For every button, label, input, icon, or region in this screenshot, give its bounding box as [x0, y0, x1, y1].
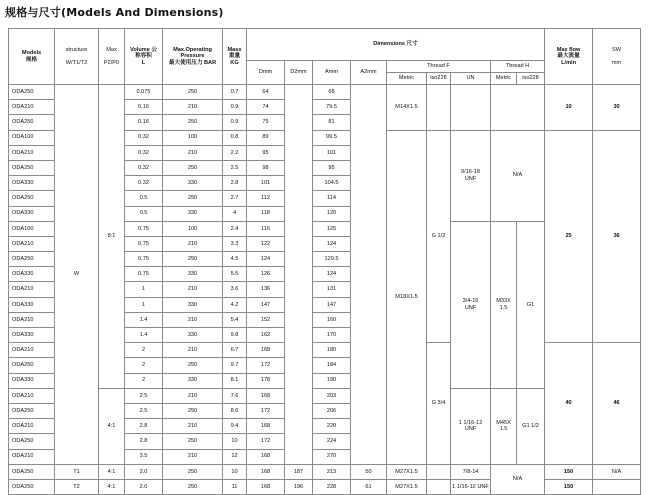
dmm-cell: 116 — [247, 221, 285, 236]
header-d2mm: D2mm — [285, 61, 313, 85]
volume-cell: 0.16 — [125, 115, 163, 130]
dmm-cell: 126 — [247, 267, 285, 282]
thread-f-metric-cell: M18X1.5 — [387, 130, 427, 464]
pressure-cell: 250 — [163, 434, 223, 449]
dmm-cell: 136 — [247, 282, 285, 297]
header-max-ratio: Max P2/P0 — [99, 29, 125, 85]
thread-h-cell: N/A — [491, 130, 545, 221]
volume-cell: 0.075 — [125, 85, 163, 100]
volume-cell: 0.16 — [125, 100, 163, 115]
pressure-cell: 250 — [163, 115, 223, 130]
thread-h-metric-cell: M45X 1.5 — [491, 388, 517, 464]
header-iso228: iso228 — [427, 73, 451, 85]
thread-f-un-cell: 1 1/16-12 UNF — [451, 388, 491, 464]
dmm-cell: 172 — [247, 403, 285, 418]
model-cell: ODA250 — [9, 434, 55, 449]
thread-f-iso-cell — [427, 464, 451, 479]
thread-h-cell — [491, 85, 545, 131]
header-sw: SW mm — [593, 29, 641, 85]
pressure-cell: 250 — [163, 85, 223, 100]
thread-f-un-cell: 3/4-16 UNF — [451, 221, 491, 388]
header-row-1 — [9, 29, 641, 61]
amm-cell: 180 — [313, 343, 351, 358]
mass-cell: 5.4 — [223, 312, 247, 327]
volume-cell: 1.4 — [125, 312, 163, 327]
header-dimensions: Dimensions 尺寸 — [247, 29, 545, 61]
pressure-cell: 210 — [163, 449, 223, 464]
model-cell: ODA210 — [9, 236, 55, 251]
header-max-flow: Max flow 最大流量 L/min — [545, 29, 593, 85]
sw-cell — [593, 479, 641, 494]
mass-cell: 2.4 — [223, 221, 247, 236]
pressure-cell: 210 — [163, 419, 223, 434]
header-amm: Amm — [313, 61, 351, 85]
mass-cell: 5.5 — [223, 267, 247, 282]
mass-cell: 7.6 — [223, 388, 247, 403]
max-flow-cell: 40 — [545, 343, 593, 465]
header-a2mm: A2mm — [351, 61, 387, 85]
thread-h-metric-cell: M33X 1.5 — [491, 221, 517, 388]
mass-cell: 0.7 — [223, 85, 247, 100]
thread-f-un-cell — [451, 85, 491, 131]
model-cell: ODA330 — [9, 176, 55, 191]
volume-cell: 0.75 — [125, 252, 163, 267]
model-cell: ODA210 — [9, 145, 55, 160]
dmm-cell: 101 — [247, 176, 285, 191]
model-cell: ODA330 — [9, 206, 55, 221]
thread-f-un-cell: 7/8-14 — [451, 464, 491, 479]
mass-cell: 10 — [223, 464, 247, 479]
pressure-cell: 250 — [163, 358, 223, 373]
structure-cell: W — [55, 85, 99, 465]
model-cell: ODA210 — [9, 388, 55, 403]
pressure-cell: 210 — [163, 100, 223, 115]
dmm-cell: 178 — [247, 373, 285, 388]
pressure-cell: 210 — [163, 145, 223, 160]
mass-cell: 3.6 — [223, 282, 247, 297]
model-cell: ODA210 — [9, 282, 55, 297]
dmm-cell: 168 — [247, 449, 285, 464]
model-cell: ODA210 — [9, 449, 55, 464]
header-volume: Volume 公 称容积 L — [125, 29, 163, 85]
volume-cell: 3.5 — [125, 449, 163, 464]
volume-cell: 2 — [125, 373, 163, 388]
header-metric: Metric — [387, 73, 427, 85]
header-thread-h: Thread H — [491, 61, 545, 73]
thread-h-iso-cell: G1 — [517, 221, 545, 388]
amm-cell: 213 — [313, 464, 351, 479]
model-cell: ODA250 — [9, 85, 55, 100]
model-cell: ODA250 — [9, 252, 55, 267]
amm-cell: 160 — [313, 312, 351, 327]
dmm-cell: 75 — [247, 115, 285, 130]
amm-cell: 79.5 — [313, 100, 351, 115]
a2mm-cell: 61 — [351, 479, 387, 494]
dmm-cell: 162 — [247, 328, 285, 343]
mass-cell: 3.3 — [223, 236, 247, 251]
amm-cell: 101 — [313, 145, 351, 160]
mass-cell: 6.7 — [223, 343, 247, 358]
structure-cell: T2 — [55, 479, 99, 494]
dmm-cell: 152 — [247, 312, 285, 327]
amm-cell: 190 — [313, 373, 351, 388]
amm-cell: 228 — [313, 479, 351, 494]
header-iso228-h: iso228 — [517, 73, 545, 85]
header-models: Models 规格 — [9, 29, 55, 85]
sw-cell: 46 — [593, 343, 641, 465]
model-cell: ODA250 — [9, 115, 55, 130]
amm-cell: 104.5 — [313, 176, 351, 191]
d2mm-cell — [285, 85, 313, 465]
pressure-cell: 330 — [163, 373, 223, 388]
mass-cell: 0.8 — [223, 130, 247, 145]
volume-cell: 0.75 — [125, 236, 163, 251]
mass-cell: 9.8 — [223, 328, 247, 343]
mass-cell: 10 — [223, 434, 247, 449]
model-cell: ODA100 — [9, 221, 55, 236]
thread-f-metric-cell: M27X1.5 — [387, 479, 427, 494]
amm-cell: 224 — [313, 434, 351, 449]
pressure-cell: 250 — [163, 252, 223, 267]
thread-f-un-cell: 1 1/16-12 UNF — [451, 479, 491, 494]
mass-cell: 0.9 — [223, 100, 247, 115]
volume-cell: 0.32 — [125, 176, 163, 191]
volume-cell: 2 — [125, 343, 163, 358]
table-row — [9, 85, 641, 100]
max-flow-cell: 150 — [545, 464, 593, 479]
volume-cell: 1 — [125, 297, 163, 312]
d2mm-cell: 196 — [285, 479, 313, 494]
thread-f-iso-cell — [427, 85, 451, 131]
max-flow-cell: 10 — [545, 85, 593, 131]
volume-cell: 2.0 — [125, 479, 163, 494]
pressure-cell: 330 — [163, 328, 223, 343]
model-cell: ODA250 — [9, 464, 55, 479]
page-title: 规格与尺寸(Models And Dimensions) — [5, 6, 224, 19]
volume-cell: 0.32 — [125, 160, 163, 175]
pressure-cell: 210 — [163, 343, 223, 358]
amm-cell: 125 — [313, 221, 351, 236]
amm-cell: 68 — [313, 85, 351, 100]
model-cell: ODA250 — [9, 191, 55, 206]
pressure-cell: 330 — [163, 267, 223, 282]
max-flow-cell: 25 — [545, 130, 593, 343]
header-mass: Mass 重量 KG — [223, 29, 247, 85]
dmm-cell: 122 — [247, 236, 285, 251]
volume-cell: 1 — [125, 282, 163, 297]
a2mm-cell: 50 — [351, 464, 387, 479]
mass-cell: 9.7 — [223, 358, 247, 373]
ratio-cell: 4:1 — [99, 464, 125, 479]
pressure-cell: 210 — [163, 236, 223, 251]
mass-cell: 2.5 — [223, 160, 247, 175]
dmm-cell: 168 — [247, 479, 285, 494]
sw-cell: N/A — [593, 464, 641, 479]
mass-cell: 12 — [223, 449, 247, 464]
mass-cell: 4.5 — [223, 252, 247, 267]
models-dimensions-table — [8, 28, 641, 495]
mass-cell: 2.2 — [223, 145, 247, 160]
model-cell: ODA210 — [9, 343, 55, 358]
header-metric-h: Metric — [491, 73, 517, 85]
model-cell: ODA250 — [9, 479, 55, 494]
amm-cell: 114 — [313, 191, 351, 206]
dmm-cell: 168 — [247, 388, 285, 403]
pressure-cell: 250 — [163, 464, 223, 479]
pressure-cell: 210 — [163, 282, 223, 297]
pressure-cell: 250 — [163, 160, 223, 175]
mass-cell: 4.2 — [223, 297, 247, 312]
dmm-cell: 172 — [247, 434, 285, 449]
pressure-cell: 330 — [163, 176, 223, 191]
model-cell: ODA210 — [9, 419, 55, 434]
dmm-cell: 95 — [247, 145, 285, 160]
ratio-cell: 4:1 — [99, 479, 125, 494]
a2mm-cell — [351, 85, 387, 465]
pressure-cell: 250 — [163, 403, 223, 418]
dmm-cell: 168 — [247, 343, 285, 358]
thread-f-metric-cell: M27X1.5 — [387, 464, 427, 479]
amm-cell: 184 — [313, 358, 351, 373]
volume-cell: 1.4 — [125, 328, 163, 343]
volume-cell: 0.75 — [125, 267, 163, 282]
volume-cell: 0.32 — [125, 145, 163, 160]
max-flow-cell: 150 — [545, 479, 593, 494]
amm-cell: 170 — [313, 328, 351, 343]
header-un: UN — [451, 73, 491, 85]
model-cell: ODA210 — [9, 312, 55, 327]
pressure-cell: 100 — [163, 221, 223, 236]
model-cell: ODA330 — [9, 267, 55, 282]
amm-cell: 131 — [313, 282, 351, 297]
pressure-cell: 250 — [163, 191, 223, 206]
amm-cell: 120 — [313, 206, 351, 221]
model-cell: ODA100 — [9, 130, 55, 145]
model-cell: ODA210 — [9, 100, 55, 115]
pressure-cell: 330 — [163, 206, 223, 221]
table-row — [9, 479, 641, 494]
volume-cell: 2.8 — [125, 434, 163, 449]
mass-cell: 4 — [223, 206, 247, 221]
model-cell: ODA330 — [9, 328, 55, 343]
mass-cell: 8.6 — [223, 403, 247, 418]
mass-cell: 2.8 — [223, 176, 247, 191]
mass-cell: 0.9 — [223, 115, 247, 130]
pressure-cell: 250 — [163, 479, 223, 494]
pressure-cell: 210 — [163, 388, 223, 403]
thread-h-cell: N/A — [491, 464, 545, 494]
pressure-cell: 100 — [163, 130, 223, 145]
dmm-cell: 74 — [247, 100, 285, 115]
mass-cell: 8.1 — [223, 373, 247, 388]
amm-cell: 124 — [313, 236, 351, 251]
dmm-cell: 168 — [247, 419, 285, 434]
model-cell: ODA250 — [9, 403, 55, 418]
dmm-cell: 98 — [247, 160, 285, 175]
dmm-cell: 172 — [247, 358, 285, 373]
volume-cell: 0.75 — [125, 221, 163, 236]
thread-f-iso-cell — [427, 479, 451, 494]
volume-cell: 2.8 — [125, 419, 163, 434]
header-thread-f: Thread F — [387, 61, 491, 73]
ratio-cell: 8:1 — [99, 85, 125, 389]
thread-f-un-cell: 9/16-18 UNF — [451, 130, 491, 221]
model-cell: ODA330 — [9, 373, 55, 388]
dmm-cell: 124 — [247, 252, 285, 267]
dmm-cell: 118 — [247, 206, 285, 221]
ratio-cell: 4:1 — [99, 388, 125, 464]
table-row — [9, 464, 641, 479]
dmm-cell: 168 — [247, 464, 285, 479]
header-structure: structure W/T1/T2 — [55, 29, 99, 85]
amm-cell: 206 — [313, 403, 351, 418]
d2mm-cell: 187 — [285, 464, 313, 479]
volume-cell: 2.5 — [125, 403, 163, 418]
amm-cell: 81 — [313, 115, 351, 130]
dmm-cell: 64 — [247, 85, 285, 100]
thread-f-iso-cell: G 1/2 — [427, 130, 451, 343]
volume-cell: 0.5 — [125, 206, 163, 221]
amm-cell: 129.5 — [313, 252, 351, 267]
amm-cell: 203 — [313, 388, 351, 403]
thread-f-metric-cell: M14X1.5 — [387, 85, 427, 131]
model-cell: ODA250 — [9, 160, 55, 175]
pressure-cell: 330 — [163, 297, 223, 312]
thread-f-iso-cell: G 3/4 — [427, 343, 451, 465]
header-pressure: Max.Operating Pressure 最大使用压力 BAR — [163, 29, 223, 85]
mass-cell: 9.4 — [223, 419, 247, 434]
structure-cell: T1 — [55, 464, 99, 479]
amm-cell: 270 — [313, 449, 351, 464]
sw-cell: 30 — [593, 85, 641, 131]
amm-cell: 99.5 — [313, 130, 351, 145]
volume-cell: 2.5 — [125, 388, 163, 403]
dmm-cell: 147 — [247, 297, 285, 312]
mass-cell: 11 — [223, 479, 247, 494]
header-dmm: Dmm — [247, 61, 285, 85]
volume-cell: 2.0 — [125, 464, 163, 479]
amm-cell: 124 — [313, 267, 351, 282]
amm-cell: 95 — [313, 160, 351, 175]
volume-cell: 0.5 — [125, 191, 163, 206]
volume-cell: 0.32 — [125, 130, 163, 145]
amm-cell: 147 — [313, 297, 351, 312]
model-cell: ODA330 — [9, 297, 55, 312]
dmm-cell: 89 — [247, 130, 285, 145]
model-cell: ODA250 — [9, 358, 55, 373]
mass-cell: 2.7 — [223, 191, 247, 206]
amm-cell: 220 — [313, 419, 351, 434]
volume-cell: 2 — [125, 358, 163, 373]
sw-cell: 36 — [593, 130, 641, 343]
dmm-cell: 112 — [247, 191, 285, 206]
thread-h-iso-cell: G1 1/2 — [517, 388, 545, 464]
pressure-cell: 210 — [163, 312, 223, 327]
